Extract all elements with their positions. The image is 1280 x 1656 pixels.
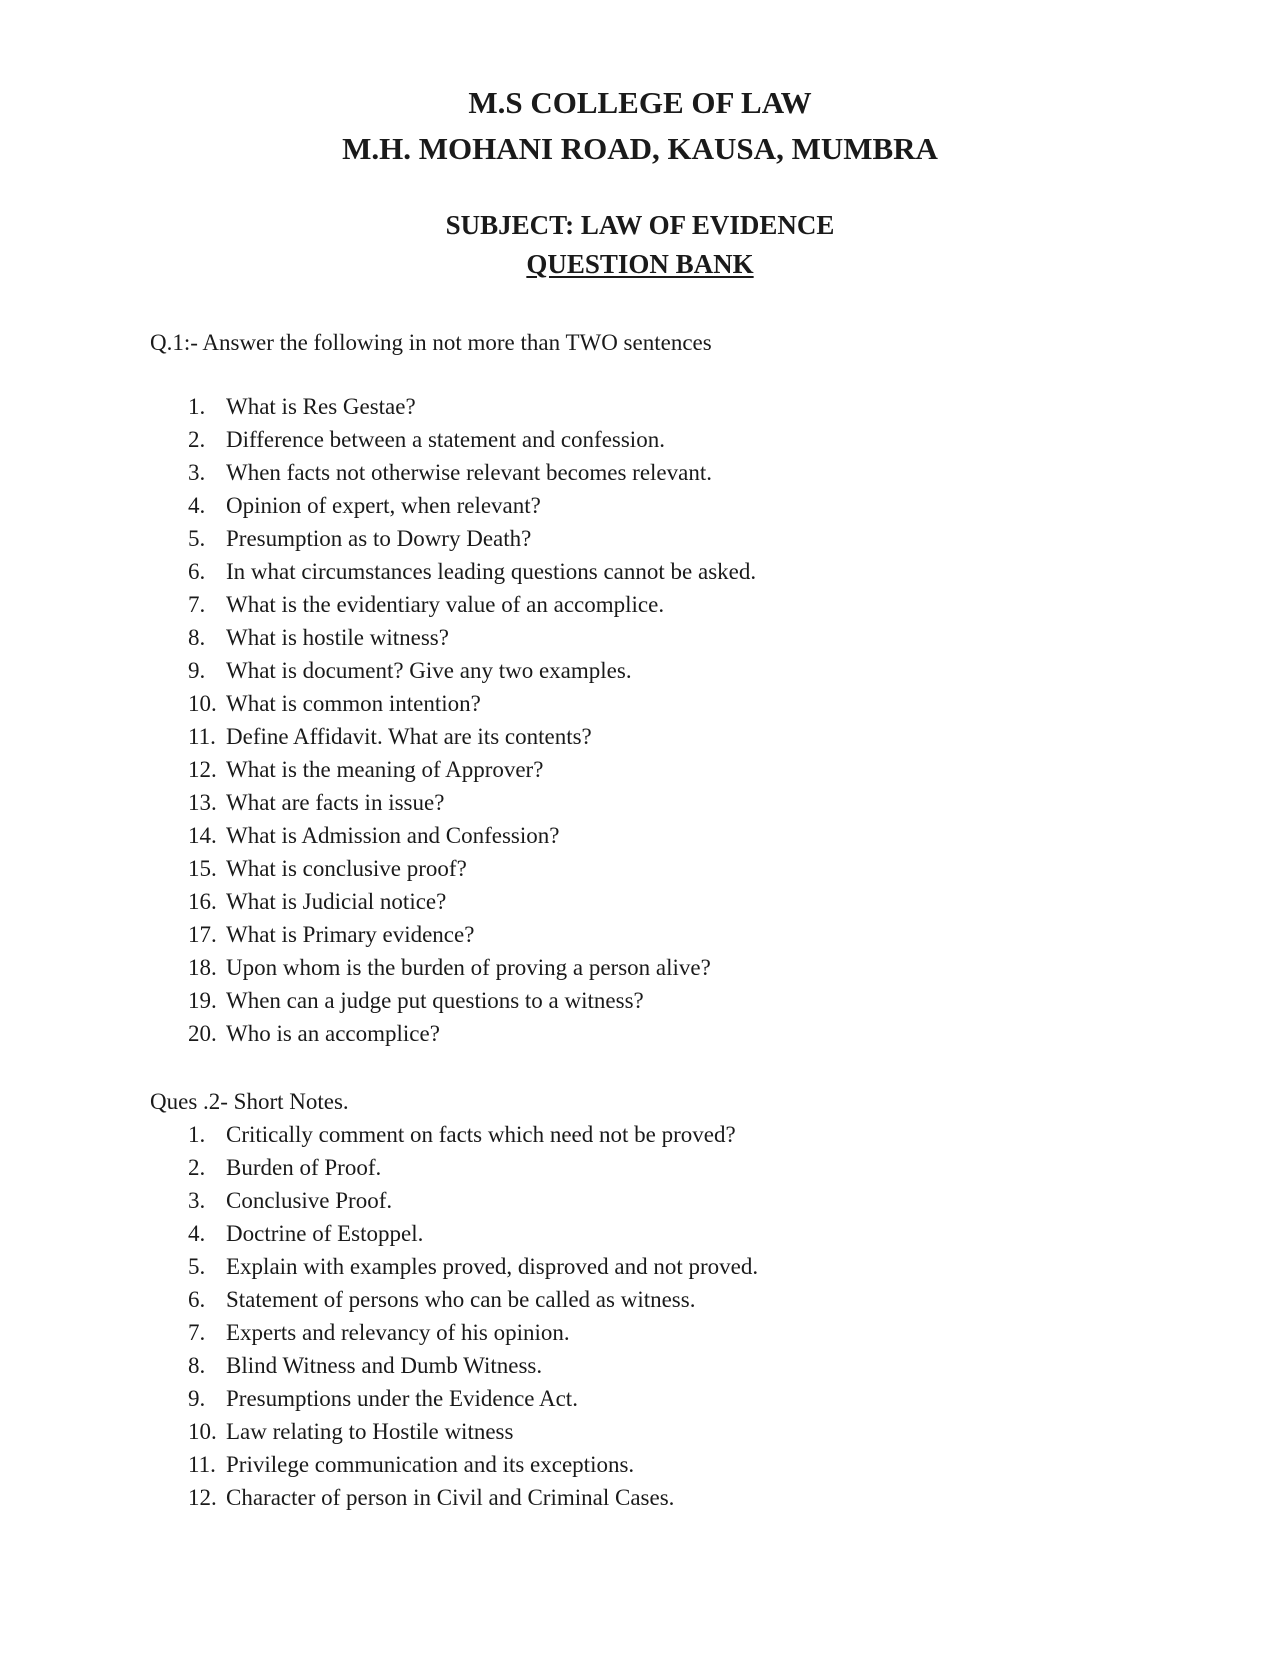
question-bank-title: [0, 245, 1280, 284]
list-item-number: 6.: [188, 1287, 206, 1312]
document-header: [0, 80, 1280, 172]
list-item-number: 12.: [188, 757, 217, 782]
list-item: [150, 423, 756, 456]
list-item-number: 5.: [188, 526, 206, 551]
list-item-number: 10.: [188, 691, 217, 716]
list-item-text: Opinion of expert, when relevant?: [226, 493, 541, 518]
list-item-number: 1.: [188, 394, 206, 419]
list-item-number: 1.: [188, 1122, 206, 1147]
list-item-text: What is common intention?: [226, 691, 481, 716]
list-item-number: 11.: [188, 724, 216, 749]
list-item-text: When can a judge put questions to a witness?: [226, 988, 644, 1013]
list-item: [150, 1448, 758, 1481]
list-item-number: 17.: [188, 922, 217, 947]
list-item: [150, 1349, 758, 1382]
list-item-text: Presumption as to Dowry Death?: [226, 526, 532, 551]
list-item-number: 10.: [188, 1419, 217, 1444]
list-item: [150, 819, 756, 852]
list-item-text: When facts not otherwise relevant becomes relevant.: [226, 460, 712, 485]
subject-title: SUBJECT: LAW OF EVIDENCE: [445, 210, 835, 240]
question-2-list: [150, 1118, 758, 1514]
list-item: [150, 588, 756, 621]
list-item: [150, 1415, 758, 1448]
list-item: [150, 390, 756, 423]
list-item-text: Blind Witness and Dumb Witness.: [226, 1353, 543, 1378]
list-item-number: 9.: [188, 1386, 206, 1411]
list-item: [150, 621, 756, 654]
list-item: [150, 984, 756, 1017]
list-item-text: Burden of Proof.: [226, 1155, 382, 1180]
list-item-text: Presumptions under the Evidence Act.: [226, 1386, 578, 1411]
list-item: [150, 786, 756, 819]
list-item-text: Privilege communication and its exceptions.: [226, 1452, 635, 1477]
question-1-list: [150, 390, 756, 1050]
list-item: [150, 720, 756, 753]
list-item-text: What is the meaning of Approver?: [226, 757, 544, 782]
list-item: [150, 1184, 758, 1217]
list-item-number: 2.: [188, 427, 206, 452]
list-item: [150, 852, 756, 885]
list-item-number: 14.: [188, 823, 217, 848]
list-item: [150, 522, 756, 555]
question-2-heading: Ques .2- Short Notes.: [150, 1089, 349, 1114]
list-item: [150, 951, 756, 984]
subject-block: [0, 206, 1280, 284]
list-item: [150, 1217, 758, 1250]
list-item-number: 13.: [188, 790, 217, 815]
list-item-number: 20.: [188, 1021, 217, 1046]
list-item: [150, 1283, 758, 1316]
list-item-number: 11.: [188, 1452, 216, 1477]
list-item-number: 4.: [188, 493, 206, 518]
list-item-text: What is Admission and Confession?: [226, 823, 560, 848]
college-name: M.S COLLEGE OF LAW: [468, 85, 812, 120]
list-item-text: What is document? Give any two examples.: [226, 658, 632, 683]
list-item-number: 2.: [188, 1155, 206, 1180]
list-item: [150, 1118, 758, 1151]
list-item-text: What are facts in issue?: [226, 790, 445, 815]
list-item-number: 6.: [188, 559, 206, 584]
list-item: [150, 1481, 758, 1514]
list-item-text: Conclusive Proof.: [226, 1188, 393, 1213]
list-item-text: Experts and relevancy of his opinion.: [226, 1320, 570, 1345]
list-item: [150, 1250, 758, 1283]
list-item: [150, 1382, 758, 1415]
list-item-text: Explain with examples proved, disproved and not proved.: [226, 1254, 759, 1279]
list-item: [150, 1017, 756, 1050]
list-item: [150, 1316, 758, 1349]
list-item-text: Who is an accomplice?: [226, 1021, 440, 1046]
list-item: [150, 1151, 758, 1184]
list-item-text: Doctrine of Estoppel.: [226, 1221, 424, 1246]
list-item-text: Character of person in Civil and Criminal Cases.: [226, 1485, 675, 1510]
list-item-text: Statement of persons who can be called as witness.: [226, 1287, 696, 1312]
list-item-number: 19.: [188, 988, 217, 1013]
list-item-number: 4.: [188, 1221, 206, 1246]
list-item-number: 9.: [188, 658, 206, 683]
list-item-number: 15.: [188, 856, 217, 881]
list-item-number: 16.: [188, 889, 217, 914]
list-item: [150, 555, 756, 588]
college-address: M.H. MOHANI ROAD, KAUSA, MUMBRA: [342, 131, 938, 166]
list-item-text: Law relating to Hostile witness: [226, 1419, 514, 1444]
list-item-text: In what circumstances leading questions cannot be asked.: [226, 559, 757, 584]
list-item-text: What is conclusive proof?: [226, 856, 467, 881]
list-item-number: 7.: [188, 1320, 206, 1345]
list-item: [150, 687, 756, 720]
list-item-number: 8.: [188, 625, 206, 650]
list-item-text: Upon whom is the burden of proving a person alive?: [226, 955, 711, 980]
list-item: [150, 489, 756, 522]
list-item-number: 7.: [188, 592, 206, 617]
list-item-text: What is hostile witness?: [226, 625, 449, 650]
list-item-text: What is Res Gestae?: [226, 394, 416, 419]
list-item-number: 3.: [188, 460, 206, 485]
list-item-text: Define Affidavit. What are its contents?: [226, 724, 592, 749]
list-item-number: 5.: [188, 1254, 206, 1279]
list-item-number: 3.: [188, 1188, 206, 1213]
list-item: [150, 918, 756, 951]
list-item: [150, 753, 756, 786]
list-item-number: 12.: [188, 1485, 217, 1510]
list-item-text: What is Primary evidence?: [226, 922, 475, 947]
question-bank-title-text: QUESTION BANK: [526, 249, 754, 279]
question-1-heading: Q.1:- Answer the following in not more than TWO sentences: [150, 330, 712, 355]
list-item: [150, 456, 756, 489]
list-item-number: 18.: [188, 955, 217, 980]
list-item-text: What is the evidentiary value of an accomplice.: [226, 592, 665, 617]
list-item: [150, 885, 756, 918]
list-item-text: Difference between a statement and confession.: [226, 427, 665, 452]
list-item: [150, 654, 756, 687]
list-item-text: Critically comment on facts which need not be proved?: [226, 1122, 736, 1147]
list-item-number: 8.: [188, 1353, 206, 1378]
list-item-text: What is Judicial notice?: [226, 889, 447, 914]
